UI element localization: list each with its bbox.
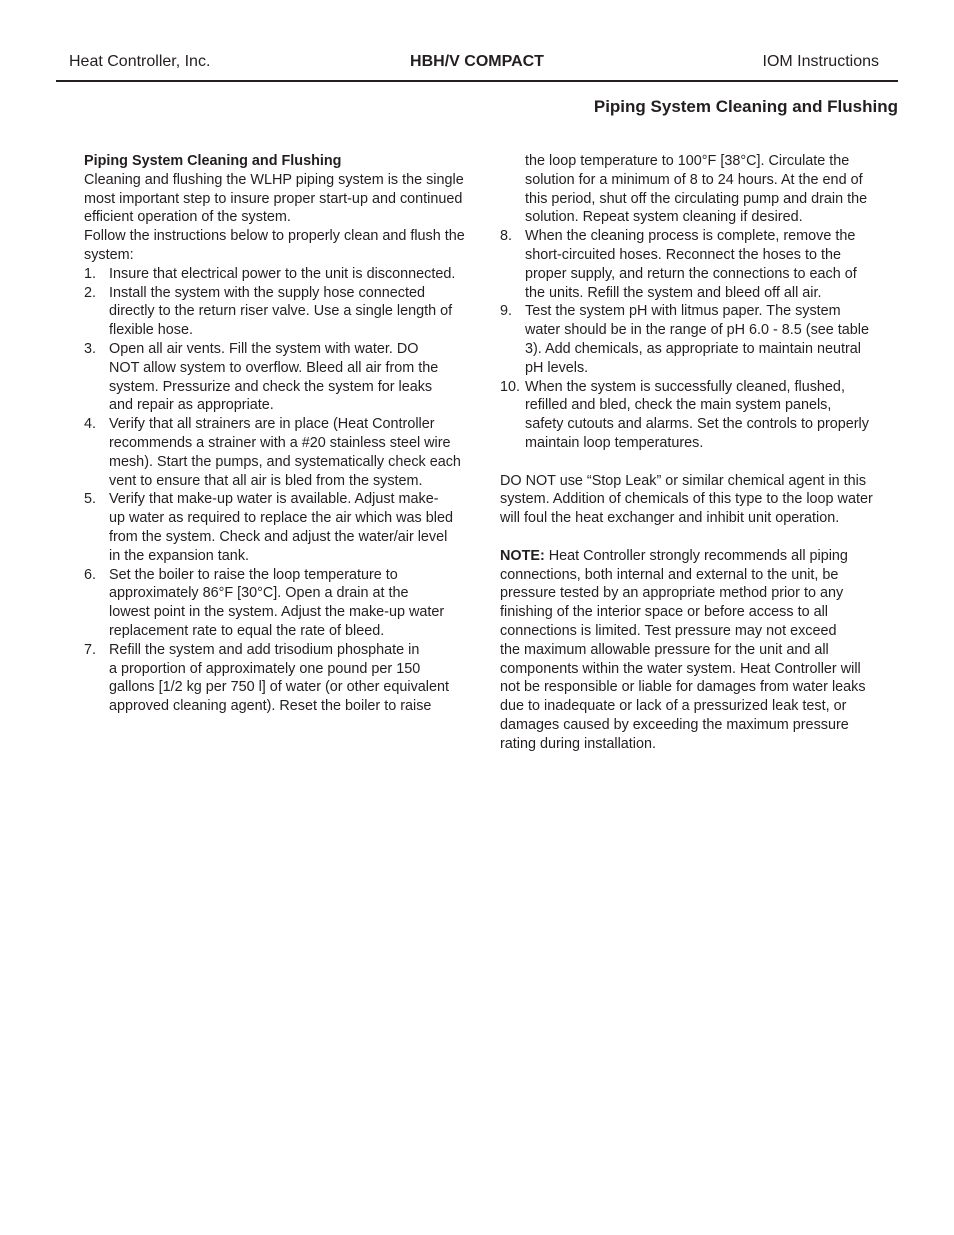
- step-text-line: Insure that electrical power to the unit is disconnected.: [109, 265, 456, 282]
- step-text-line: this period, shut off the circulating pump and drain the: [525, 190, 868, 207]
- step-text-line: NOT allow system to overflow. Bleed all air from the: [109, 359, 439, 376]
- step-7-continued: [500, 152, 900, 227]
- step-text-line: gallons [1/2 kg per 750 l] of water (or other equivalent: [109, 679, 449, 696]
- step-text-line: from the system. Check and adjust the water/air level: [109, 528, 448, 545]
- step-text-line: recommends a strainer with a #20 stainless steel wire: [109, 434, 451, 451]
- note-line: the maximum allowable pressure for the unit and all: [500, 641, 829, 658]
- step-number: 4.: [84, 416, 97, 433]
- note-line: damages caused by exceeding the maximum pressure: [500, 716, 849, 733]
- intro-paragraph: Cleaning and flushing the WLHP piping system is the single most important step to insure proper start-up and continued efficient operation of the system.: [84, 171, 464, 226]
- company-name: Heat Controller, Inc.: [69, 53, 211, 70]
- page-header: [56, 50, 898, 82]
- step-list: [500, 227, 900, 453]
- step-text-line: the loop temperature to 100°F [38°C]. Circulate the: [525, 153, 850, 169]
- note-label: NOTE:: [500, 547, 545, 564]
- step-text-line: Test the system pH with litmus paper. The system: [525, 303, 841, 320]
- note-paragraph: [500, 547, 900, 754]
- list-item: [84, 415, 484, 490]
- step-text-line: system. Pressurize and check the system for leaks: [109, 378, 433, 395]
- right-column: [500, 152, 900, 754]
- note-line: [500, 547, 900, 566]
- left-column: [84, 152, 484, 716]
- product-name: HBH/V COMPACT: [410, 53, 544, 70]
- step-number: 3.: [84, 340, 97, 357]
- step-text-line: short-circuited hoses. Reconnect the hoses to the: [525, 246, 841, 263]
- note-line: due to inadequate or lack of a pressurized leak test, or: [500, 698, 847, 715]
- step-number: 6.: [84, 566, 97, 583]
- step-text-line: Verify that make-up water is available. Adjust make-: [109, 491, 439, 508]
- step-text-line: safety cutouts and alarms. Set the controls to properly: [525, 416, 869, 433]
- warning-paragraph: [500, 472, 900, 528]
- step-text-line: water should be in the range of pH 6.0 - 8.5 (see table: [525, 322, 869, 339]
- step-text-line: Open all air vents. Fill the system with water. DO: [109, 340, 419, 357]
- step-text-line: in the expansion tank.: [109, 547, 250, 564]
- step-text-line: Verify that all strainers are in place (Heat Controller: [109, 416, 435, 433]
- step-text-line: Set the boiler to raise the loop temperature to: [109, 566, 398, 583]
- step-number: 1.: [84, 265, 97, 282]
- list-item: [84, 265, 484, 284]
- step-text-line: and repair as appropriate.: [109, 397, 274, 414]
- list-item: [84, 641, 484, 716]
- step-text-line: Refill the system and add trisodium phosphate in: [109, 641, 420, 658]
- step-text-line: vent to ensure that all air is bled from the system.: [109, 472, 423, 489]
- note-line: connections, both internal and external to the unit, be: [500, 566, 839, 583]
- warning-line: DO NOT use “Stop Leak” or similar chemical agent in this: [500, 472, 867, 489]
- note-line: rating during installation.: [500, 735, 656, 752]
- step-text-line: 3). Add chemicals, as appropriate to maintain neutral: [525, 340, 861, 357]
- note-line: pressure tested by an appropriate method prior to any: [500, 585, 844, 602]
- step-text-line: solution. Repeat system cleaning if desired.: [525, 209, 803, 226]
- list-item: [500, 302, 900, 377]
- step-text-line: proper supply, and return the connections to each of: [525, 265, 857, 282]
- step-number: 8.: [500, 228, 513, 245]
- step-text-line: Install the system with the supply hose connected: [109, 284, 425, 301]
- list-item: [500, 227, 900, 302]
- step-list: [84, 265, 484, 716]
- list-item: [500, 378, 900, 453]
- note-text: Heat Controller strongly recommends all piping: [544, 547, 848, 564]
- intro-instruction: Follow the instructions below to properly clean and flush the system:: [84, 228, 465, 263]
- step-text-line: refilled and bled, check the main system panels,: [525, 397, 832, 414]
- list-item: [84, 340, 484, 415]
- step-text-line: mesh). Start the pumps, and systematically check each: [109, 453, 461, 470]
- note-line: finishing of the interior space or before access to all: [500, 604, 828, 621]
- step-text-line: directly to the return riser valve. Use a single length of: [109, 303, 453, 320]
- warning-line: will foul the heat exchanger and inhibit unit operation.: [500, 510, 840, 527]
- list-item: [84, 490, 484, 565]
- subsection-title: Piping System Cleaning and Flushing: [84, 153, 342, 169]
- step-text-line: a proportion of approximately one pound per 150: [109, 660, 421, 677]
- step-text-line: approved cleaning agent). Reset the boiler to raise: [109, 698, 432, 715]
- warning-line: system. Addition of chemicals of this type to the loop water: [500, 491, 873, 508]
- step-text-line: the units. Refill the system and bleed off all air.: [525, 284, 822, 301]
- step-number: 10.: [500, 378, 521, 395]
- step-text-line: approximately 86°F [30°C]. Open a drain at the: [109, 585, 409, 602]
- note-line: connections is limited. Test pressure may not exceed: [500, 622, 837, 639]
- step-number: 2.: [84, 284, 97, 301]
- section-title: Piping System Cleaning and Flushing: [593, 97, 898, 116]
- list-item: [84, 566, 484, 641]
- step-text-line: When the system is successfully cleaned, flushed,: [525, 378, 845, 395]
- step-text-line: flexible hose.: [109, 322, 193, 339]
- document-type: IOM Instructions: [762, 53, 879, 70]
- step-text-line: replacement rate to equal the rate of bleed.: [109, 622, 385, 639]
- step-number: 5.: [84, 491, 97, 508]
- list-item: [84, 284, 484, 340]
- step-text-line: solution for a minimum of 8 to 24 hours. At the end of: [525, 171, 863, 188]
- note-line: not be responsible or liable for damages from water leaks: [500, 679, 866, 696]
- step-text-line: up water as required to replace the air which was bled: [109, 510, 453, 527]
- step-number: 9.: [500, 303, 513, 320]
- step-number: 7.: [84, 641, 97, 658]
- step-text-line: pH levels.: [525, 359, 589, 376]
- step-text-line: When the cleaning process is complete, remove the: [525, 228, 856, 245]
- note-line: components within the water system. Heat Controller will: [500, 660, 861, 677]
- step-text-line: lowest point in the system. Adjust the make-up water: [109, 604, 445, 621]
- step-text-line: maintain loop temperatures.: [525, 434, 704, 451]
